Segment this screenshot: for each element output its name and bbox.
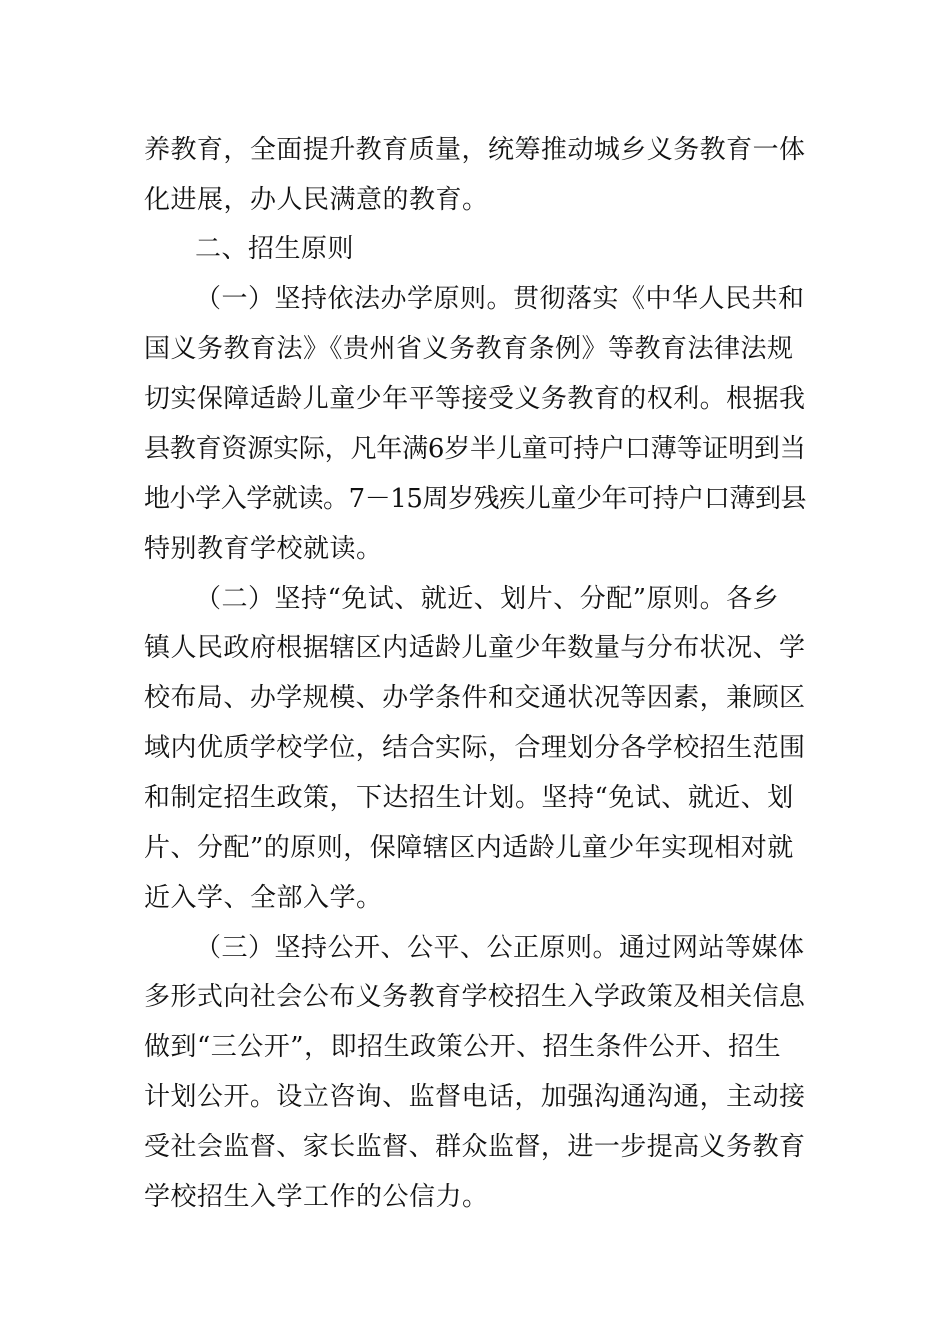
text-line: 近入学、全部入学。 bbox=[144, 883, 383, 913]
text-line: 镇人民政府根据辖区内适龄儿童少年数量与分布状况、学 bbox=[144, 633, 806, 663]
section-heading: 二、招生原则 bbox=[195, 234, 355, 264]
text-line: 化进展，办人民满意的教育。 bbox=[144, 185, 489, 215]
text-line: 计划公开。设立咨询、监督电话，加强沟通沟通，主动接 bbox=[144, 1082, 806, 1112]
text-line: 和制定招生政策，下达招生计划。坚持“免试、就近、划 bbox=[144, 783, 794, 813]
text-line: 地小学入学就读。7－15周岁残疾儿童少年可持户口薄到县 bbox=[144, 484, 807, 514]
text-line: 多形式向社会公布义务教育学校招生入学政策及相关信息 bbox=[144, 982, 806, 1012]
paragraph-start: （三）坚持公开、公平、公正原则。通过网站等媒体 bbox=[195, 933, 805, 963]
text-line: 切实保障适龄儿童少年平等接受义务教育的权利。根据我 bbox=[144, 384, 806, 414]
text-line: 县教育资源实际，凡年满6岁半儿童可持户口薄等证明到当 bbox=[144, 434, 806, 464]
text-line: 域内优质学校学位，结合实际，合理划分各学校招生范围 bbox=[144, 733, 806, 763]
text-line: 特别教育学校就读。 bbox=[144, 534, 383, 564]
text-line: 学校招生入学工作的公信力。 bbox=[144, 1182, 489, 1212]
text-line: 做到“三公开”，即招生政策公开、招生条件公开、招生 bbox=[144, 1032, 782, 1062]
text-line: 养教育，全面提升教育质量，统筹推动城乡义务教育一体 bbox=[144, 135, 806, 165]
text-line: 国义务教育法》《贵州省义务教育条例》等教育法律法规 bbox=[144, 334, 794, 364]
paragraph-start: （二）坚持“免试、就近、划片、分配”原则。各乡 bbox=[195, 584, 780, 614]
text-line: 受社会监督、家长监督、群众监督，进一步提高义务教育 bbox=[144, 1132, 806, 1162]
text-line: 校布局、办学规模、办学条件和交通状况等因素，兼顾区 bbox=[144, 683, 806, 713]
paragraph-start: （一）坚持依法办学原则。贯彻落实《中华人民共和 bbox=[195, 284, 805, 314]
text-line: 片、分配”的原则，保障辖区内适龄儿童少年实现相对就 bbox=[144, 833, 794, 863]
